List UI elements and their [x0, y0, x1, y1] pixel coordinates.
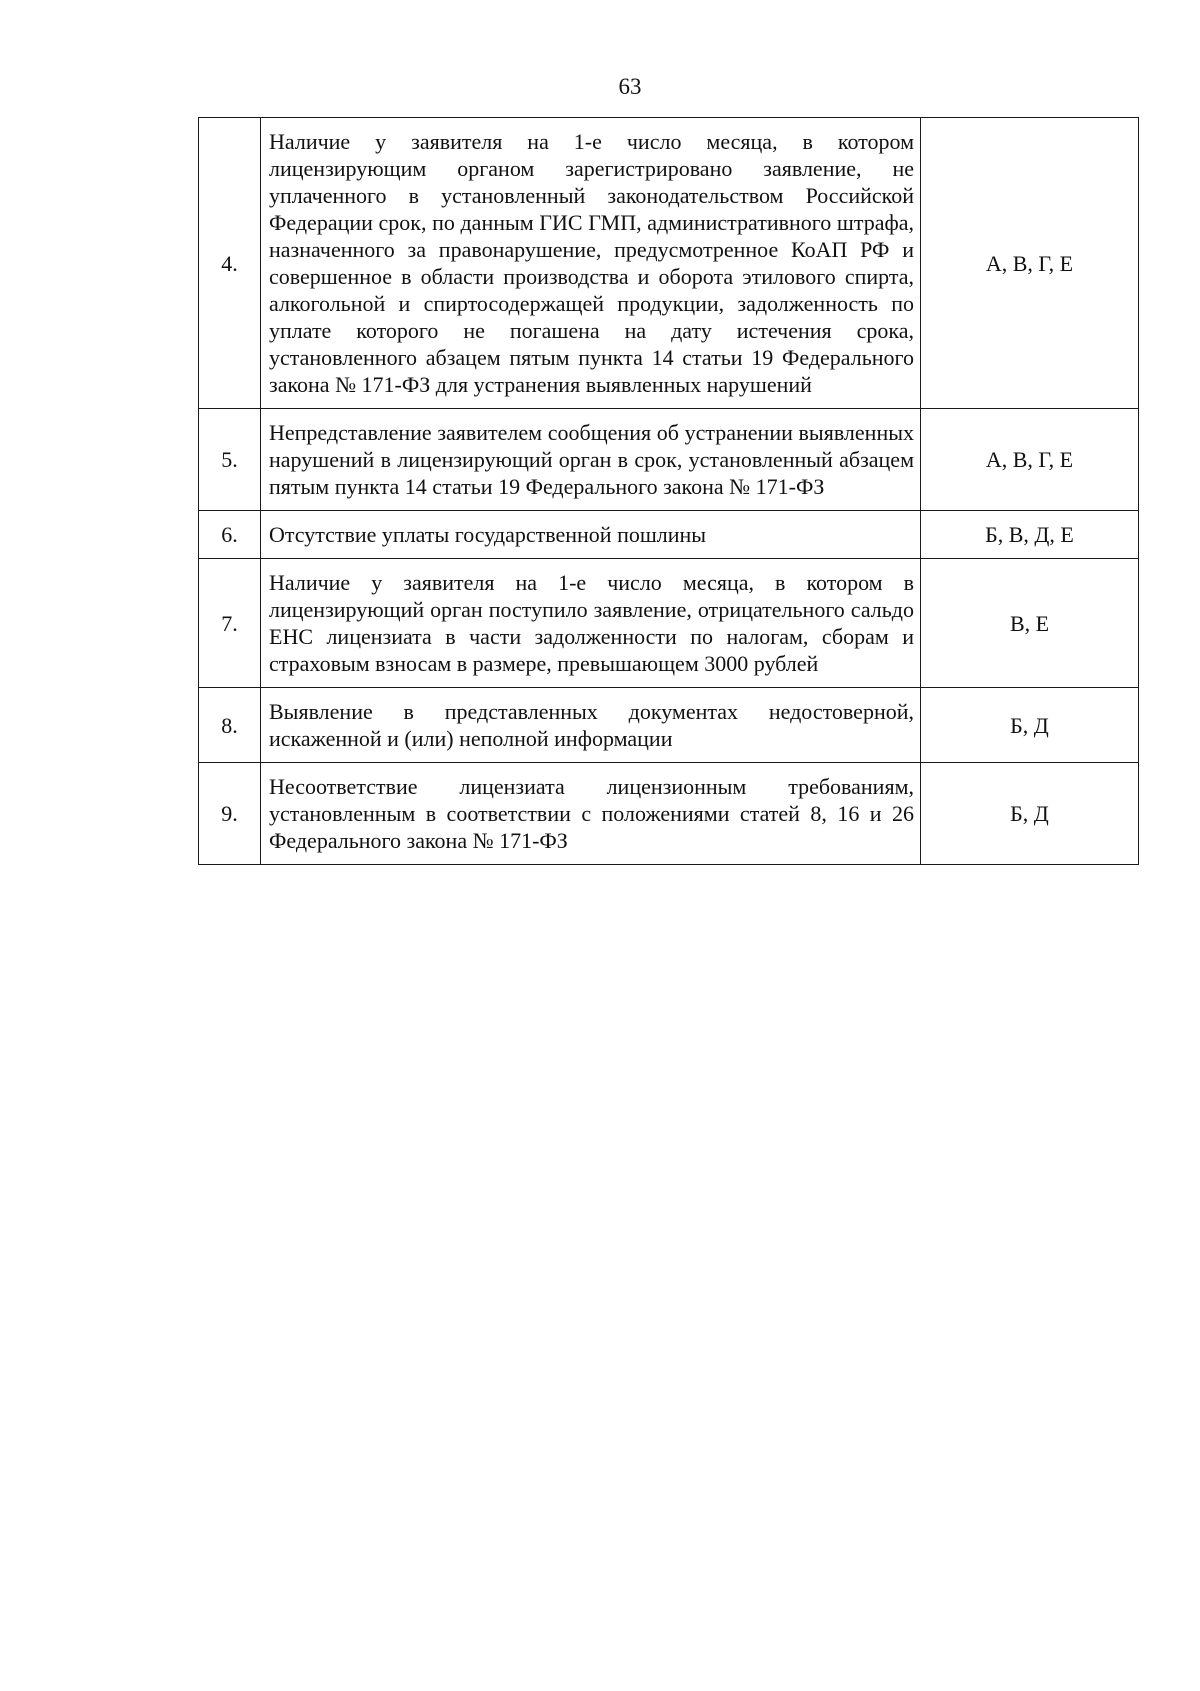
table-row: [199, 763, 1139, 865]
row-text: Наличие у заявителя на 1-е число месяца, в котором лицензирующим органом зарегистрировано заявление, не уплаченного в установленный законодательством Российской Федерации срок, по данным ГИС ГМП, административного штрафа, назначенного за правонарушение, предусмотренное КоАП РФ и совершенное в области производства и оборота этилового спирта, алкогольной и спиртосодержащей продукции, задолженность по уплате которого не погашена на дату истечения срока, установленного абзацем пятым пункта 14 статьи 19 Федерального закона № 171-ФЗ для устранения выявленных нарушений: [261, 118, 921, 409]
row-number: 4.: [199, 118, 261, 409]
page-number: 63: [618, 74, 642, 99]
row-number: 6.: [199, 511, 261, 559]
row-codes: Б, В, Д, Е: [921, 511, 1139, 559]
row-number: 7.: [199, 559, 261, 688]
row-number: 5.: [199, 409, 261, 511]
row-text: Несоответствие лицензиата лицензионным требованиям, установленным в соответствии с положениями статей 8, 16 и 26 Федерального закона № 171-ФЗ: [261, 763, 921, 865]
table-row: [199, 688, 1139, 763]
row-text: Выявление в представленных документах недостоверной, искаженной и (или) неполной информации: [261, 688, 921, 763]
table-row: [199, 118, 1139, 409]
row-codes: А, В, Г, Е: [921, 118, 1139, 409]
table-row: [199, 559, 1139, 688]
row-text: Отсутствие уплаты государственной пошлины: [261, 511, 921, 559]
table-row: [199, 409, 1139, 511]
table-row: [199, 511, 1139, 559]
row-text: Непредставление заявителем сообщения об устранении выявленных нарушений в лицензирующий орган в срок, установленный абзацем пятым пункта 14 статьи 19 Федерального закона № 171-ФЗ: [261, 409, 921, 511]
row-codes: Б, Д: [921, 763, 1139, 865]
row-number: 8.: [199, 688, 261, 763]
row-codes: Б, Д: [921, 688, 1139, 763]
row-codes: В, Е: [921, 559, 1139, 688]
row-text: Наличие у заявителя на 1-е число месяца, в котором в лицензирующий орган поступило заявление, отрицательного сальдо ЕНС лицензиата в части задолженности по налогам, сборам и страховым взносам в размере, превышающем 3000 рублей: [261, 559, 921, 688]
requirements-table: [198, 117, 1139, 865]
row-codes: А, В, Г, Е: [921, 409, 1139, 511]
row-number: 9.: [199, 763, 261, 865]
